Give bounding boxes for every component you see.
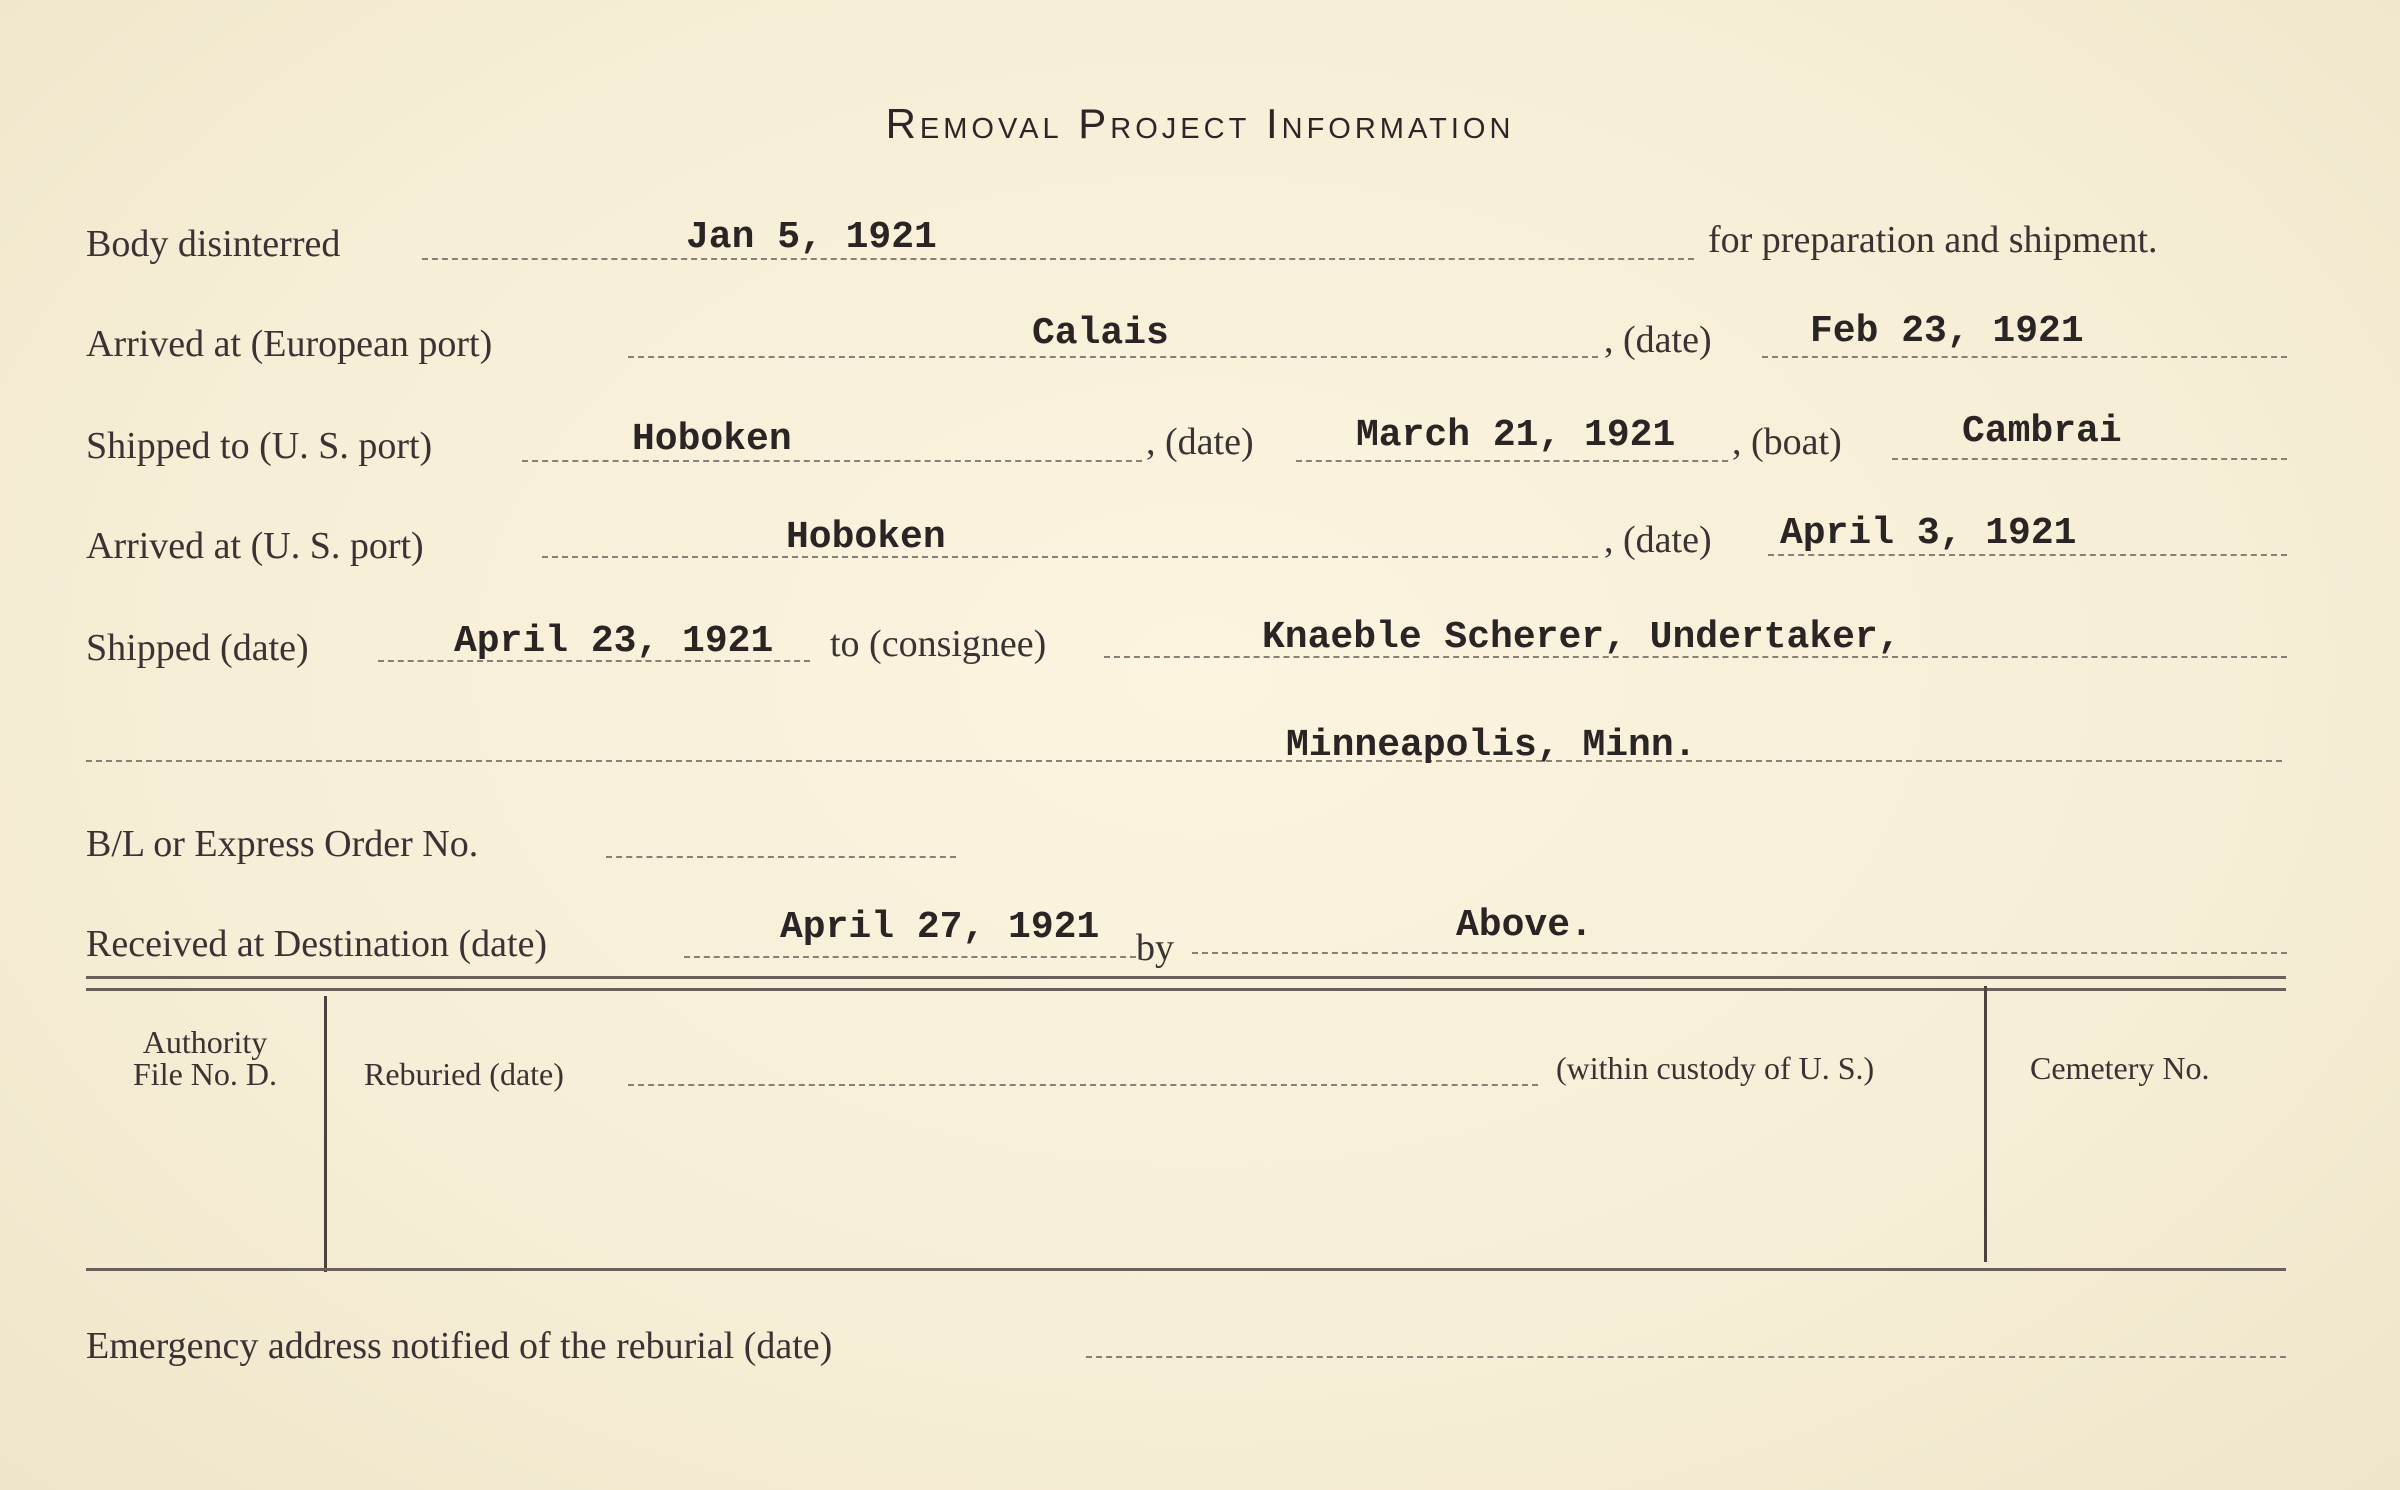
eu-port-date-line [1762,356,2287,358]
shipped-us-value: Hoboken [632,418,792,461]
consignee-line1: Knaeble Scherer, Undertaker, [1262,616,1901,659]
received-label: Received at Destination (date) [86,923,548,965]
disinterred-line [422,258,1694,260]
consignee-line-2 [86,760,2282,762]
shipped-us-boat-line [1892,458,2287,460]
bl-line [606,856,956,858]
received-by-line [1192,952,2287,954]
arrived-us-date: April 3, 1921 [1780,512,2077,555]
disinterred-value: Jan 5, 1921 [686,216,937,259]
received-by: Above. [1456,904,1593,947]
shipped-us-boat-label: , (boat) [1732,421,1842,463]
table-top-rule-1 [86,976,2286,979]
shipped-us-boat: Cambrai [1962,410,2122,453]
eu-port-value: Calais [1032,312,1169,355]
shipped-us-date-label: , (date) [1146,421,1254,463]
consignee-line2: Minneapolis, Minn. [1286,724,1697,767]
shipped-date: April 23, 1921 [454,620,774,663]
arrived-us-date-label: , (date) [1604,519,1712,561]
arrived-us-value: Hoboken [786,516,946,559]
emergency-label: Emergency address notified of the reburial (date) [86,1325,833,1367]
shipped-us-date-line [1296,460,1728,462]
disinterred-suffix: for preparation and shipment. [1708,219,2158,261]
consignee-label: to (consignee) [830,623,1047,665]
authority-line2: File No. D. [133,1056,277,1092]
table-divider-left [324,996,327,1272]
emergency-line [1086,1356,2286,1358]
eu-port-date-label: , (date) [1604,319,1712,361]
eu-port-date: Feb 23, 1921 [1810,310,2084,353]
shipped-us-date: March 21, 1921 [1356,414,1676,457]
custody-label: (within custody of U. S.) [1556,1050,1875,1086]
received-date: April 27, 1921 [780,906,1100,949]
received-date-line [684,956,1136,958]
received-by-label: by [1136,927,1174,969]
reburied-label: Reburied (date) [364,1056,564,1092]
table-top-rule-2 [86,988,2286,991]
bl-label: B/L or Express Order No. [86,823,479,865]
shipped-label: Shipped (date) [86,627,309,669]
arrived-us-label: Arrived at (U. S. port) [86,525,424,567]
shipped-us-line [522,460,1142,462]
cemetery-label: Cemetery No. [2030,1050,2210,1086]
authority-line1: Authority [142,1024,268,1060]
card-title: Removal Project Information [885,100,1515,147]
shipped-us-label: Shipped to (U. S. port) [86,425,433,467]
table-bottom-rule [86,1268,2286,1271]
reburied-line [628,1084,1538,1086]
eu-port-label: Arrived at (European port) [86,323,493,365]
authority-cell [92,1026,318,1090]
disinterred-label: Body disinterred [86,223,341,265]
table-divider-right [1984,986,1987,1262]
arrived-us-line [542,556,1598,558]
eu-port-line [628,356,1598,358]
